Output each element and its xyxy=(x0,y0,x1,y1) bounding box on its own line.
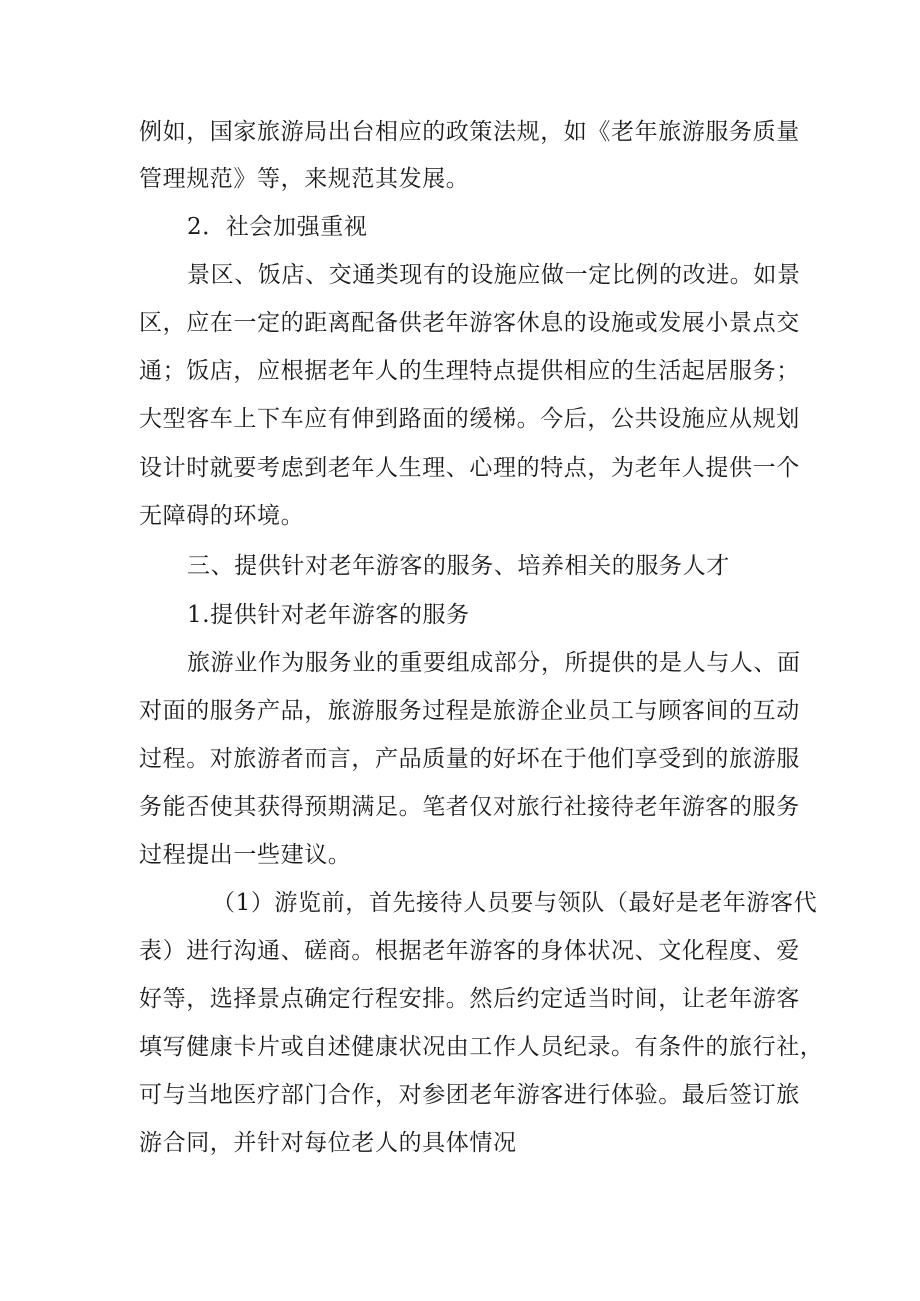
paragraph-1-line-1: 例如，国家旅游局出台相应的政策法规，如《老年旅游服务质量 xyxy=(139,119,800,145)
paragraph-2-line-3: 通；饭店，应根据老年人的生理特点提供相应的生活起居服务； xyxy=(139,358,800,384)
heading-2: 2．社会加强重视 xyxy=(187,214,368,240)
paragraph-3-line-5: 过程提出一些建议。 xyxy=(139,842,352,868)
paragraph-4-line-2: 表）进行沟通、磋商。根据老年游客的身体状况、文化程度、爱 xyxy=(139,938,800,964)
paragraph-3-line-2: 对面的服务产品，旅游服务过程是旅游企业员工与顾客间的互动 xyxy=(139,698,800,724)
paragraph-2-line-6: 无障碍的环境。 xyxy=(139,503,305,529)
paragraph-1-line-2: 管理规范》等，来规范其发展。 xyxy=(139,166,470,192)
paragraph-4-line-6: 游合同，并针对每位老人的具体情况 xyxy=(139,1130,517,1156)
paragraph-4-line-1: （1）游览前，首先接待人员要与领队（最好是老年游客代 xyxy=(212,890,818,916)
paragraph-2-line-4: 大型客车上下车应有伸到路面的缓梯。今后，公共设施应从规划 xyxy=(139,406,800,432)
paragraph-3-line-4: 务能否使其获得预期满足。笔者仅对旅行社接待老年游客的服务 xyxy=(139,794,800,820)
paragraph-4-line-4: 填写健康卡片或自述健康状况由工作人员纪录。有条件的旅行社， xyxy=(139,1034,824,1060)
paragraph-4-line-5: 可与当地医疗部门合作，对参团老年游客进行体验。最后签订旅 xyxy=(139,1082,800,1108)
paragraph-3-line-1: 旅游业作为服务业的重要组成部分，所提供的是人与人、面 xyxy=(187,650,801,676)
paragraph-2-line-2: 区，应在一定的距离配备供老年游客休息的设施或发展小景点交 xyxy=(139,310,800,336)
paragraph-4-line-3: 好等，选择景点确定行程安排。然后约定适当时间，让老年游客 xyxy=(139,986,800,1012)
paragraph-2-line-5: 设计时就要考虑到老年人生理、心理的特点，为老年人提供一个 xyxy=(139,455,800,481)
section-3-heading: 三、提供针对老年游客的服务、培养相关的服务人才 xyxy=(187,553,730,579)
heading-3-1: 1.提供针对老年游客的服务 xyxy=(187,602,470,628)
paragraph-2-line-1: 景区、饭店、交通类现有的设施应做一定比例的改进。如景 xyxy=(187,262,801,288)
paragraph-3-line-3: 过程。对旅游者而言，产品质量的好坏在于他们享受到的旅游服 xyxy=(139,746,800,772)
